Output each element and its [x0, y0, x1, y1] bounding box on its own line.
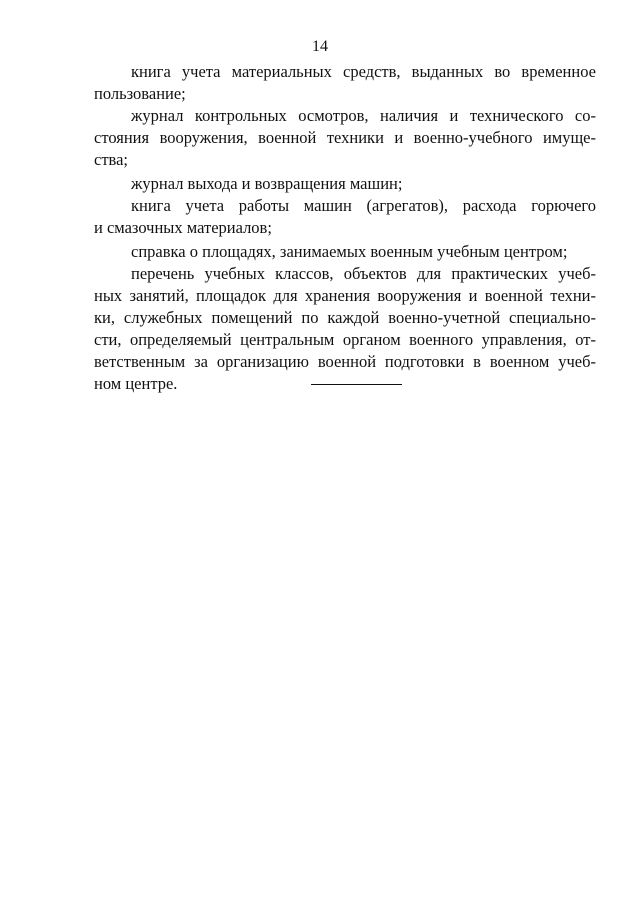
text-line: ном центре. [94, 374, 178, 393]
text-line: книга учета материальных средств, выданных во временное [131, 62, 596, 81]
text-line: журнал выхода и возвращения машин; [131, 174, 403, 193]
text-line: ки, служебных помещений по каждой военно-учетной специально- [94, 308, 596, 327]
text-line: пользование; [94, 84, 186, 103]
text-line: журнал контрольных осмотров, наличия и технического со- [131, 106, 596, 125]
text-line: ветственным за организацию военной подготовки в военном учеб- [94, 352, 596, 371]
text-line: и смазочных материалов; [94, 218, 272, 237]
end-separator-line [311, 384, 402, 385]
text-line: сти, определяемый центральным органом военного управления, от- [94, 330, 596, 349]
text-line: перечень учебных классов, объектов для практических учеб- [131, 264, 596, 283]
text-line: книга учета работы машин (агрегатов), расхода горючего [131, 196, 596, 215]
text-line: стояния вооружения, военной техники и военно-учебного имуще- [94, 128, 596, 147]
text-line: ства; [94, 150, 129, 169]
page-number: 14 [312, 38, 328, 55]
text-line: справка о площадях, занимаемых военным учебным центром; [131, 242, 568, 261]
text-line: ных занятий, площадок для хранения вооружения и военной техни- [94, 286, 596, 305]
